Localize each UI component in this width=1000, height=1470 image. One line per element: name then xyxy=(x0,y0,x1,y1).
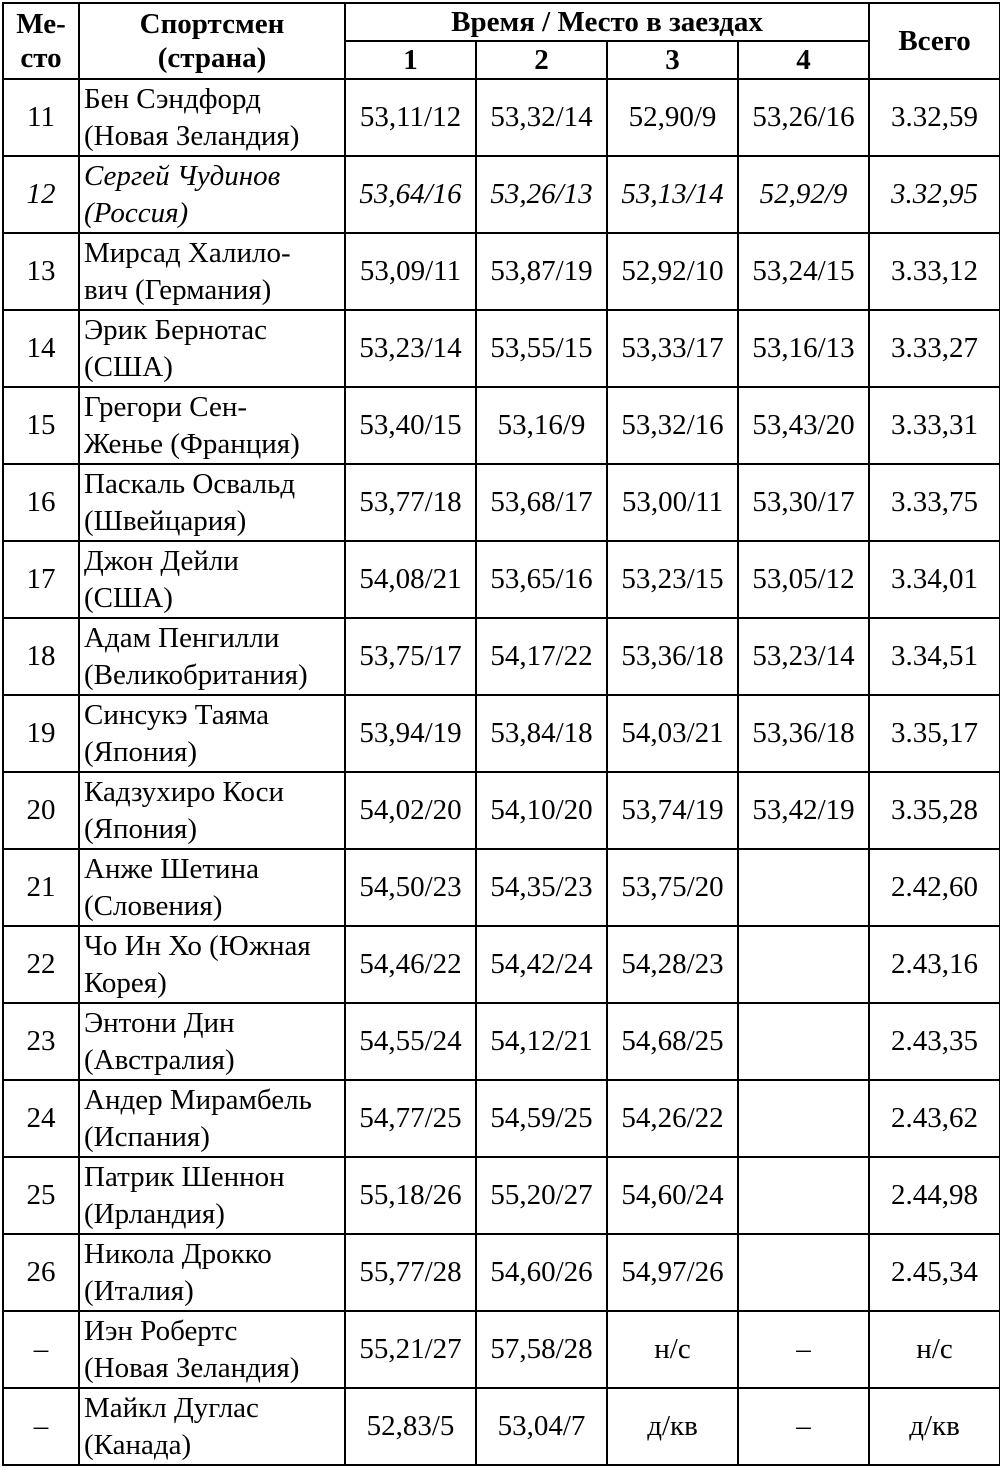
table-row xyxy=(3,618,1000,695)
heat-3-cell: 53,36/18 xyxy=(607,618,738,695)
total-cell: 2.43,35 xyxy=(869,1003,1000,1080)
athlete-cell xyxy=(79,156,345,233)
place-cell: 20 xyxy=(3,772,79,849)
total-cell: 2.45,34 xyxy=(869,1234,1000,1311)
header-place-line1: Ме- xyxy=(16,8,66,40)
heat-4-cell: 53,26/16 xyxy=(738,79,869,156)
athlete-country-line: (Словения) xyxy=(84,889,223,922)
place-cell: 13 xyxy=(3,233,79,310)
athlete-name-line: Анже Шетина xyxy=(84,852,259,885)
heat-1-cell: 53,64/16 xyxy=(345,156,476,233)
athlete-cell xyxy=(79,926,345,1003)
athlete-country-line: Корея) xyxy=(84,966,167,999)
athlete-cell xyxy=(79,1003,345,1080)
header-place xyxy=(3,3,79,79)
athlete-country-line: (Россия) xyxy=(84,196,189,229)
table-row xyxy=(3,310,1000,387)
place-cell: 18 xyxy=(3,618,79,695)
table-row xyxy=(3,1080,1000,1157)
results-body xyxy=(3,79,1000,1465)
heat-3-cell: 54,03/21 xyxy=(607,695,738,772)
header-athlete-line1: Спортсмен xyxy=(139,8,285,40)
athlete-country-line: (Испания) xyxy=(84,1120,210,1153)
heat-1-cell: 55,21/27 xyxy=(345,1311,476,1388)
heat-2-cell: 53,16/9 xyxy=(476,387,607,464)
table-row xyxy=(3,1234,1000,1311)
athlete-country-line: (Новая Зеландия) xyxy=(84,119,300,152)
heat-3-cell: 53,33/17 xyxy=(607,310,738,387)
heat-2-cell: 53,87/19 xyxy=(476,233,607,310)
place-cell: 12 xyxy=(3,156,79,233)
heat-4-cell xyxy=(738,1157,869,1234)
total-cell: н/с xyxy=(869,1311,1000,1388)
total-cell: 3.35,17 xyxy=(869,695,1000,772)
heat-2-cell: 54,60/26 xyxy=(476,1234,607,1311)
heat-4-cell: 53,05/12 xyxy=(738,541,869,618)
athlete-country-line: (США) xyxy=(84,350,173,383)
heat-4-cell: 53,23/14 xyxy=(738,618,869,695)
heat-4-cell: 53,42/19 xyxy=(738,772,869,849)
athlete-cell xyxy=(79,541,345,618)
total-cell: 2.42,60 xyxy=(869,849,1000,926)
header-place-line2: сто xyxy=(20,42,62,74)
place-cell: 21 xyxy=(3,849,79,926)
table-row xyxy=(3,1003,1000,1080)
athlete-cell xyxy=(79,464,345,541)
heat-3-cell: 54,28/23 xyxy=(607,926,738,1003)
header-athlete xyxy=(79,3,345,79)
heat-3-cell: 53,13/14 xyxy=(607,156,738,233)
heat-1-cell: 53,94/19 xyxy=(345,695,476,772)
table-row xyxy=(3,772,1000,849)
heat-3-cell: 54,68/25 xyxy=(607,1003,738,1080)
table-row xyxy=(3,849,1000,926)
athlete-name-line: Майкл Дуглас xyxy=(84,1391,259,1424)
athlete-cell xyxy=(79,1311,345,1388)
heat-1-cell: 54,08/21 xyxy=(345,541,476,618)
heat-1-cell: 54,77/25 xyxy=(345,1080,476,1157)
place-cell: 17 xyxy=(3,541,79,618)
heat-1-cell: 53,11/12 xyxy=(345,79,476,156)
heat-2-cell: 54,35/23 xyxy=(476,849,607,926)
heat-4-cell xyxy=(738,1003,869,1080)
athlete-country-line: (Япония) xyxy=(84,735,198,768)
heat-2-cell: 55,20/27 xyxy=(476,1157,607,1234)
athlete-country-line: (Австралия) xyxy=(84,1043,235,1076)
heat-1-cell: 53,09/11 xyxy=(345,233,476,310)
total-cell: 3.35,28 xyxy=(869,772,1000,849)
heat-4-cell xyxy=(738,849,869,926)
place-cell: 19 xyxy=(3,695,79,772)
place-cell: 15 xyxy=(3,387,79,464)
total-cell: 3.34,51 xyxy=(869,618,1000,695)
header-heats-group: Время / Место в заездах xyxy=(345,3,869,41)
place-cell: 14 xyxy=(3,310,79,387)
results-table xyxy=(2,2,1000,1466)
athlete-name-line: Патрик Шеннон xyxy=(84,1160,285,1193)
athlete-name-line: Эрик Бернотас xyxy=(84,313,267,346)
heat-2-cell: 54,10/20 xyxy=(476,772,607,849)
heat-4-cell xyxy=(738,1234,869,1311)
athlete-cell xyxy=(79,695,345,772)
heat-2-cell: 54,42/24 xyxy=(476,926,607,1003)
heat-2-cell: 53,68/17 xyxy=(476,464,607,541)
heat-4-cell: 53,36/18 xyxy=(738,695,869,772)
athlete-name-line: Иэн Робертс xyxy=(84,1314,238,1347)
heat-4-cell: 53,30/17 xyxy=(738,464,869,541)
athlete-cell xyxy=(79,310,345,387)
athlete-country-line: (Япония) xyxy=(84,812,198,845)
athlete-country-line: вич (Германия) xyxy=(84,273,272,306)
athlete-name-line: Синсукэ Таяма xyxy=(84,698,270,731)
total-cell: 3.33,27 xyxy=(869,310,1000,387)
header-heat-2: 2 xyxy=(476,41,607,79)
heat-4-cell: – xyxy=(738,1388,869,1465)
athlete-country-line: Женье (Франция) xyxy=(84,427,300,460)
athlete-cell xyxy=(79,79,345,156)
athlete-name-line: Бен Сэндфорд xyxy=(84,82,261,115)
heat-1-cell: 53,77/18 xyxy=(345,464,476,541)
header-heat-4: 4 xyxy=(738,41,869,79)
athlete-name-line: Паскаль Освальд xyxy=(84,467,296,500)
heat-2-cell: 54,59/25 xyxy=(476,1080,607,1157)
place-cell: 11 xyxy=(3,79,79,156)
athlete-country-line: (Канада) xyxy=(84,1428,192,1461)
table-row xyxy=(3,464,1000,541)
heat-1-cell: 53,23/14 xyxy=(345,310,476,387)
heat-3-cell: 53,32/16 xyxy=(607,387,738,464)
total-cell: 3.34,01 xyxy=(869,541,1000,618)
place-cell: 25 xyxy=(3,1157,79,1234)
heat-1-cell: 54,50/23 xyxy=(345,849,476,926)
heat-3-cell: 54,26/22 xyxy=(607,1080,738,1157)
heat-3-cell: 53,23/15 xyxy=(607,541,738,618)
table-row xyxy=(3,233,1000,310)
athlete-country-line: (Ирландия) xyxy=(84,1197,225,1230)
table-row xyxy=(3,1157,1000,1234)
heat-2-cell: 53,32/14 xyxy=(476,79,607,156)
athlete-name-line: Мирсад Халило- xyxy=(84,236,291,269)
place-cell: 26 xyxy=(3,1234,79,1311)
heat-3-cell: 53,00/11 xyxy=(607,464,738,541)
athlete-country-line: (Великобритания) xyxy=(84,658,308,691)
total-cell: 3.32,59 xyxy=(869,79,1000,156)
place-cell: 22 xyxy=(3,926,79,1003)
athlete-cell xyxy=(79,772,345,849)
table-row xyxy=(3,926,1000,1003)
table-row xyxy=(3,1311,1000,1388)
heat-1-cell: 55,18/26 xyxy=(345,1157,476,1234)
header-heat-3: 3 xyxy=(607,41,738,79)
heat-3-cell: 52,92/10 xyxy=(607,233,738,310)
place-cell: 23 xyxy=(3,1003,79,1080)
table-row xyxy=(3,156,1000,233)
athlete-name-line: Энтони Дин xyxy=(84,1006,235,1039)
table-row xyxy=(3,1388,1000,1465)
heat-4-cell: 52,92/9 xyxy=(738,156,869,233)
heat-4-cell: 53,16/13 xyxy=(738,310,869,387)
header-athlete-line2: (страна) xyxy=(157,42,267,74)
athlete-cell xyxy=(79,387,345,464)
total-cell: 2.43,16 xyxy=(869,926,1000,1003)
heat-3-cell: 54,97/26 xyxy=(607,1234,738,1311)
place-cell: – xyxy=(3,1388,79,1465)
heat-1-cell: 55,77/28 xyxy=(345,1234,476,1311)
heat-4-cell: 53,24/15 xyxy=(738,233,869,310)
heat-1-cell: 52,83/5 xyxy=(345,1388,476,1465)
athlete-cell xyxy=(79,618,345,695)
heat-2-cell: 53,55/15 xyxy=(476,310,607,387)
heat-4-cell: 53,43/20 xyxy=(738,387,869,464)
header-heat-1: 1 xyxy=(345,41,476,79)
athlete-cell xyxy=(79,1157,345,1234)
heat-2-cell: 53,84/18 xyxy=(476,695,607,772)
heat-2-cell: 54,12/21 xyxy=(476,1003,607,1080)
athlete-country-line: (США) xyxy=(84,581,173,614)
place-cell: 16 xyxy=(3,464,79,541)
athlete-cell xyxy=(79,1080,345,1157)
heat-4-cell xyxy=(738,1080,869,1157)
heat-2-cell: 53,26/13 xyxy=(476,156,607,233)
header-total: Всего xyxy=(869,3,1000,79)
heat-1-cell: 54,46/22 xyxy=(345,926,476,1003)
athlete-name-line: Адам Пенгилли xyxy=(84,621,280,654)
heat-3-cell: н/с xyxy=(607,1311,738,1388)
athlete-cell xyxy=(79,233,345,310)
athlete-cell xyxy=(79,849,345,926)
table-row xyxy=(3,387,1000,464)
total-cell: 2.44,98 xyxy=(869,1157,1000,1234)
total-cell: д/кв xyxy=(869,1388,1000,1465)
athlete-name-line: Никола Дрокко xyxy=(84,1237,272,1270)
heat-2-cell: 57,58/28 xyxy=(476,1311,607,1388)
table-row xyxy=(3,79,1000,156)
athlete-country-line: (Швейцария) xyxy=(84,504,247,537)
athlete-country-line: (Новая Зеландия) xyxy=(84,1351,300,1384)
heat-2-cell: 53,04/7 xyxy=(476,1388,607,1465)
heat-1-cell: 53,40/15 xyxy=(345,387,476,464)
heat-1-cell: 54,02/20 xyxy=(345,772,476,849)
athlete-cell xyxy=(79,1388,345,1465)
place-cell: – xyxy=(3,1311,79,1388)
heat-4-cell xyxy=(738,926,869,1003)
heat-2-cell: 54,17/22 xyxy=(476,618,607,695)
table-row xyxy=(3,695,1000,772)
total-cell: 3.33,75 xyxy=(869,464,1000,541)
athlete-name-line: Чо Ин Хо (Южная xyxy=(84,929,311,962)
place-cell: 24 xyxy=(3,1080,79,1157)
athlete-country-line: (Италия) xyxy=(84,1274,194,1307)
heat-1-cell: 53,75/17 xyxy=(345,618,476,695)
athlete-name-line: Андер Мирамбель xyxy=(84,1083,312,1116)
athlete-name-line: Кадзухиро Коси xyxy=(84,775,285,808)
athlete-cell xyxy=(79,1234,345,1311)
total-cell: 3.33,31 xyxy=(869,387,1000,464)
heat-3-cell: д/кв xyxy=(607,1388,738,1465)
heat-3-cell: 54,60/24 xyxy=(607,1157,738,1234)
total-cell: 2.43,62 xyxy=(869,1080,1000,1157)
heat-1-cell: 54,55/24 xyxy=(345,1003,476,1080)
total-cell: 3.32,95 xyxy=(869,156,1000,233)
heat-3-cell: 53,74/19 xyxy=(607,772,738,849)
total-cell: 3.33,12 xyxy=(869,233,1000,310)
heat-3-cell: 52,90/9 xyxy=(607,79,738,156)
heat-2-cell: 53,65/16 xyxy=(476,541,607,618)
table-row xyxy=(3,541,1000,618)
heat-4-cell: – xyxy=(738,1311,869,1388)
athlete-name-line: Грегори Сен- xyxy=(84,390,247,423)
heat-3-cell: 53,75/20 xyxy=(607,849,738,926)
athlete-name-line: Сергей Чудинов xyxy=(84,159,281,192)
athlete-name-line: Джон Дейли xyxy=(84,544,239,577)
